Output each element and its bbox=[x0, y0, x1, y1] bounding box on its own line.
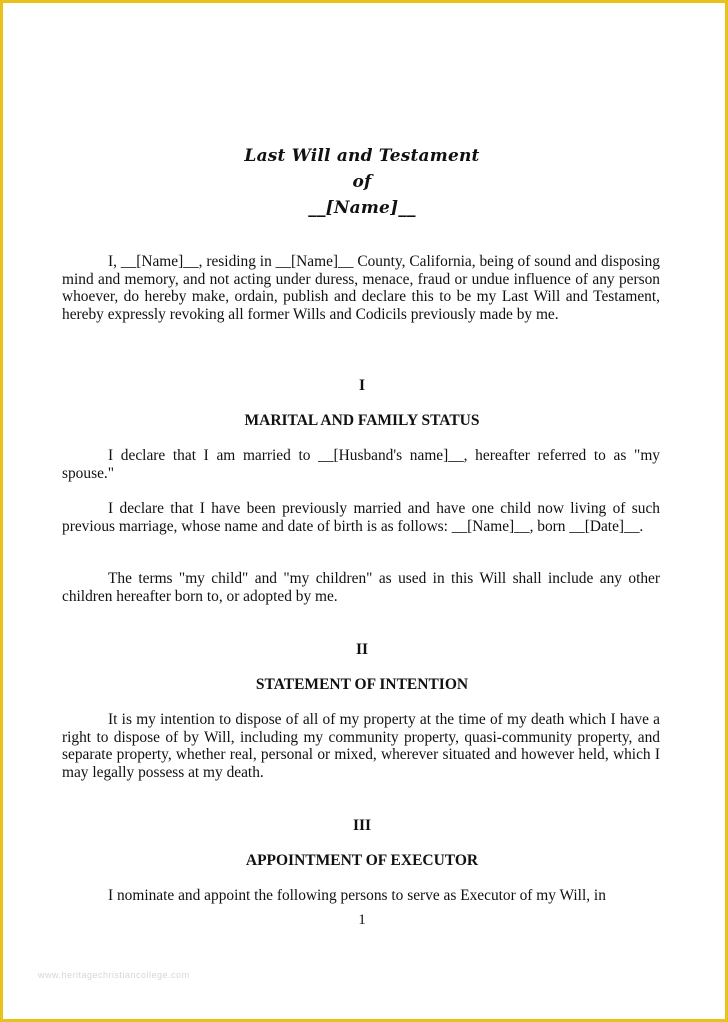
paragraph-text: The terms "my child" and "my children" as used in this Will shall include any other children hereafter born to, or adopted by me. bbox=[62, 570, 660, 605]
section-number: II bbox=[355, 641, 369, 658]
section-number: III bbox=[352, 817, 372, 834]
section-heading: STATEMENT OF INTENTION bbox=[255, 676, 469, 693]
paragraph bbox=[62, 887, 660, 905]
intro-text: I, __[Name]__, residing in __[Name]__ County, California, being of sound and disposing mind and memory, and not acting under duress, menace, fraud or undue influence of any person whoever, do hereby make, ordain, publish and declare this to be my Last Will and Testament, hereby expressly revoking all former Wills and Codicils previously made by me. bbox=[62, 253, 660, 323]
paragraph-text: It is my intention to dispose of all of my property at the time of my death which I have a right to dispose of by Will, including my community property, quasi-community property, and separate property, whether real, personal or mixed, wherever situated and however held, which I may legally possess at my death. bbox=[62, 711, 660, 781]
paragraph-text: I nominate and appoint the following persons to serve as Executor of my Will, in bbox=[108, 887, 606, 904]
paragraph bbox=[62, 447, 660, 482]
section-heading: MARITAL AND FAMILY STATUS bbox=[244, 412, 480, 429]
watermark: www.heritagechristiancollege.com bbox=[38, 970, 190, 980]
paragraph bbox=[62, 570, 660, 605]
title-line-3: __[Name]__ bbox=[308, 198, 416, 218]
title-line-2: of bbox=[352, 172, 372, 192]
intro-paragraph bbox=[62, 253, 660, 323]
page-number: 1 bbox=[358, 912, 366, 928]
title-line-1: Last Will and Testament bbox=[244, 146, 480, 166]
paragraph-text: I declare that I am married to __[Husband's name]__, hereafter referred to as "my spouse." bbox=[62, 447, 660, 482]
section-heading: APPOINTMENT OF EXECUTOR bbox=[245, 852, 479, 869]
section-number: I bbox=[358, 377, 366, 394]
paragraph bbox=[62, 711, 660, 781]
paragraph bbox=[62, 500, 660, 535]
paragraph-text: I declare that I have been previously married and have one child now living of such previous marriage, whose name and date of birth is as follows: __[Name]__, born __[Date]__. bbox=[62, 500, 660, 535]
